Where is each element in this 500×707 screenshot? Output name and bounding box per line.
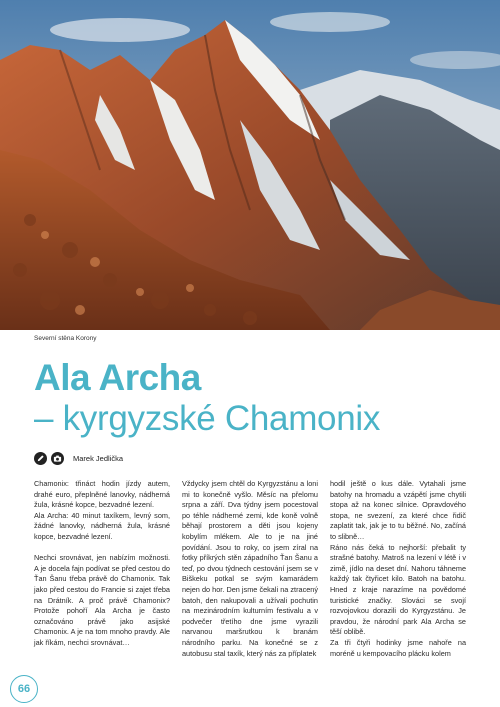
pen-icon xyxy=(34,452,47,465)
paragraph: Vždycky jsem chtěl do Kyrgyzstánu a loni mi to konečně vyšlo. Měsíc na přelomu srpna a září. Dva týdny jsem pocestoval po téhle nádherné zemi, kde koně volně běhají prostorem a děti jsou kojeny kobylím mlékem. Ale to je na jiné povídání. Jsou to roky, co jsem zíral na fotky příkrých stěn západního Ťan Šanu a teď, po dvou týdnech cestování jsem se v Biškeku potkal se svým kamarádem nejen do hor. Den jsme čekali na ztracený batoh, den nakupovali a užívali pochutin na mezinárodním kulturním festivalu a v podvečer třetího dne jsme vyrazili narvanou maršrutkou k branám národního parku. Na konečné se z autobusu stal taxík, který nás za příplatek xyxy=(182,479,318,658)
paragraph: Ráno nás čeká to nejhorší: přebalit ty strašné batohy. Matroš na lezení v létě i v zimě, jídlo na deset dní. Nahoru táhneme každý tak čtyřicet kilo. Batoh na batohu. Hned z kraje narazíme na povědomé turistické značky. Slováci se svojí rozvojovkou dorazili do Kyrgyzstánu. Je pravdou, že národní park Ala Archa se těší oblibě. xyxy=(330,542,466,637)
paragraph: Za tři čtyři hodinky jsme nahoře na moréně u kempovacího plácku kolem xyxy=(330,637,466,658)
paragraph: Ala Archa: 40 minut taxíkem, levný som, žádné lanovky, nádherná žula, krásné kopce, bezvadné lezení. xyxy=(34,510,170,541)
text-column-1 xyxy=(34,479,170,649)
author-name: Marek Jedlička xyxy=(73,454,124,463)
text-column-3 xyxy=(330,479,466,659)
photo-caption: Severní stěna Korony xyxy=(34,335,97,342)
camera-icon xyxy=(51,452,64,465)
paragraph: Chamonix: třináct hodin jízdy autem, drahé euro, přeplněné lanovky, nádherná žula, krásné kopce, bezvadné lezení. xyxy=(34,479,170,510)
paragraph: hodil ještě o kus dále. Vytahali jsme batohy na hromadu a vzápětí jsme chytili stopa až na konec silnice. Opravdového stopa, ne svezení, za které chce řidič zaplatit tak, jak je to tu běžné. No, začíná to slibně… xyxy=(330,479,466,541)
text-column-2 xyxy=(182,479,318,659)
paragraph: Nechci srovnávat, jen nabízím možnosti. A je docela fajn podívat se před cestou do Ťan Šanu třeba právě do Chamonix. Tak jako před cestou do Francie si zajet třeba na Drátník. A proč právě Chamonix? Protože pohoří Ala Archa je často označováno právě jako asijské Chamonix. A je na tom mnoho pravdy. Ale jak říkám, nechci srovnávat… xyxy=(34,553,170,647)
mountain-photo xyxy=(0,0,500,330)
article-title: Ala Archa xyxy=(34,357,201,398)
byline xyxy=(34,452,123,465)
article-subtitle: – kyrgyzské Chamonix xyxy=(34,399,381,438)
page-number: 66 xyxy=(10,675,38,703)
